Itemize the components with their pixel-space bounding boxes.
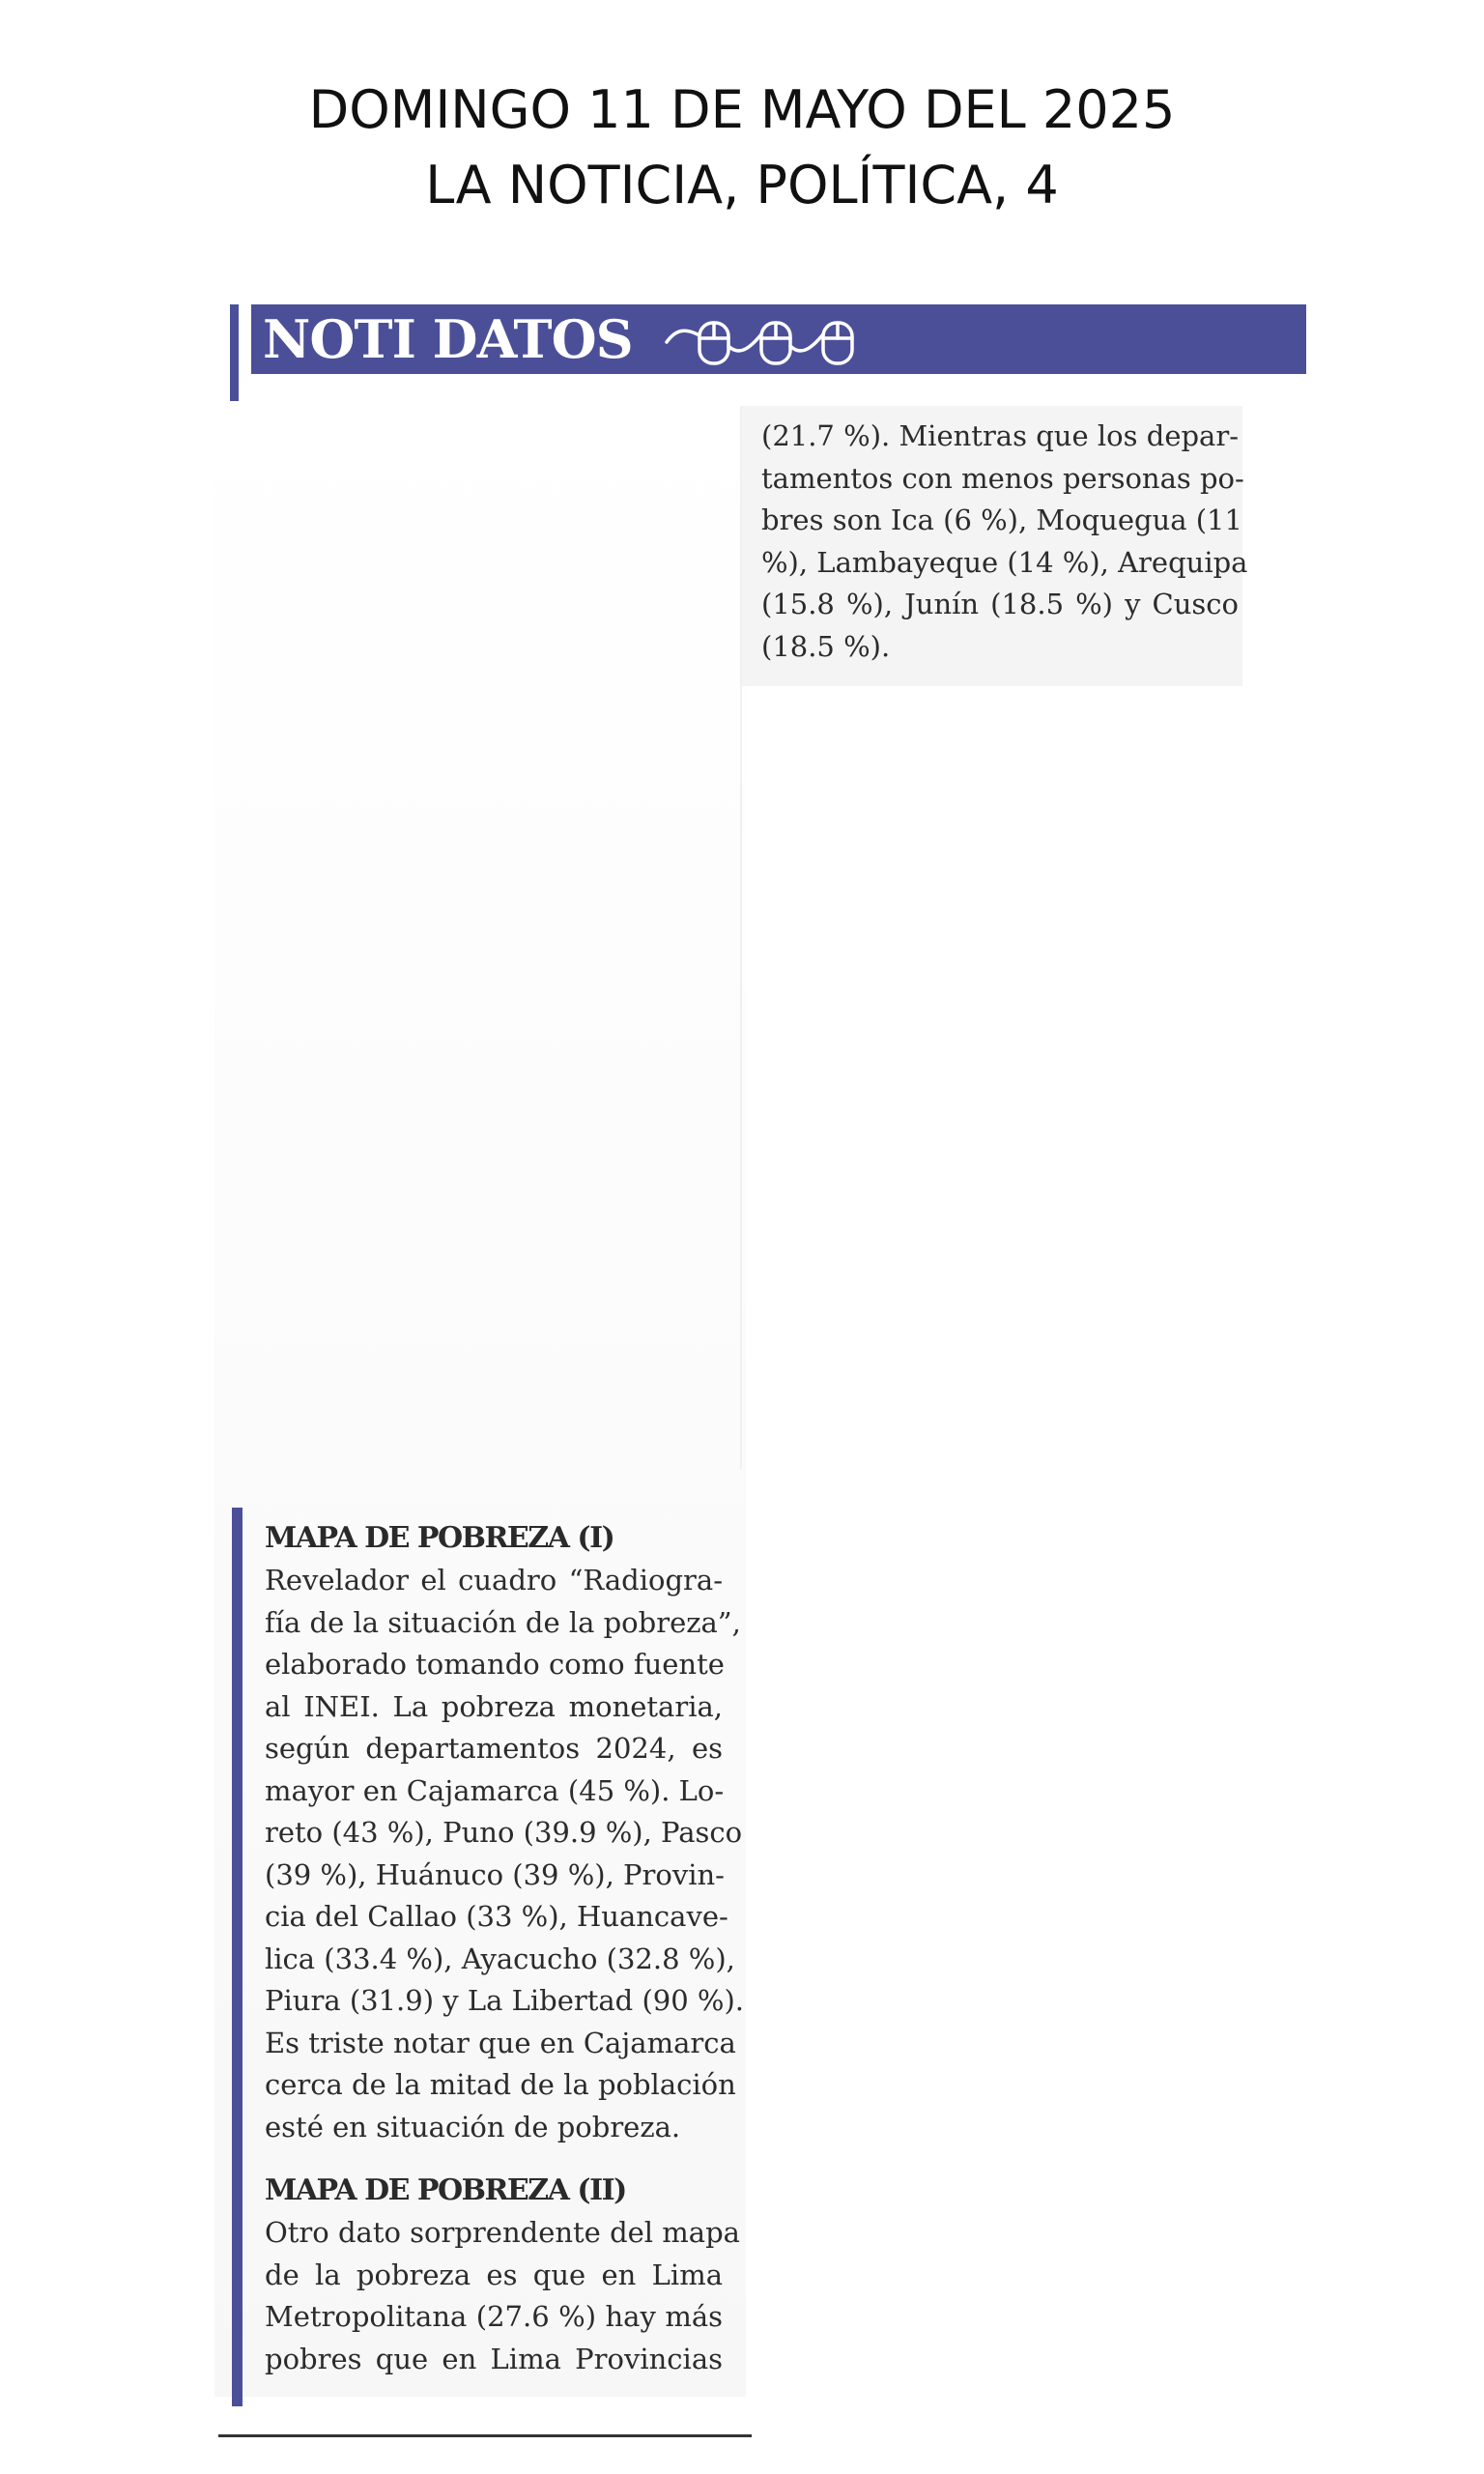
header-section: LA NOTICIA, POLÍTICA, 4 [425, 155, 1059, 216]
text-line: bres son Ica (6 %), Moquegua (11 [761, 503, 1242, 536]
text-line: (39 %), Huánuco (39 %), Provin- [265, 1857, 725, 1891]
text-line: al INEI. La pobreza monetaria, [265, 1689, 723, 1723]
bottom-rule [218, 2434, 752, 2437]
text-line: tamentos con menos personas po- [761, 461, 1244, 495]
header-date: DOMINGO 11 DE MAYO DEL 2025 [308, 79, 1176, 140]
text-line: %), Lambayeque (14 %), Arequipa [761, 545, 1248, 579]
text-line: mayor en Cajamarca (45 %). Lo- [265, 1773, 725, 1807]
text-line: Metropolitana (27.6 %) hay más [265, 2300, 723, 2333]
left-column-text [265, 1517, 744, 2380]
text-line: (15.8 %), Junín (18.5 %) y Cusco [761, 588, 1239, 620]
section-heading: MAPA DE POBREZA (II) [265, 2173, 626, 2207]
left-accent-bar [232, 1508, 243, 2406]
banner-title: NOTI DATOS [263, 308, 633, 370]
right-column-text [761, 416, 1248, 668]
column-divider [740, 406, 742, 1469]
text-line: Es triste notar que en Cajamarca [265, 2026, 736, 2059]
banner-left-rule [230, 304, 239, 401]
text-line: esté en situación de pobreza. [265, 2110, 681, 2143]
text-line: cerca de la mitad de la población [265, 2068, 736, 2101]
text-line: reto (43 %), Puno (39.9 %), Pasco [265, 1816, 743, 1849]
text-line: fía de la situación de la pobreza”, [265, 1605, 741, 1639]
text-line: lica (33.4 %), Ayacucho (32.8 %), [265, 1942, 735, 1975]
text-line: de la pobreza es que en Lima [265, 2258, 723, 2291]
text-line: (21.7 %). Mientras que los depar- [761, 419, 1239, 452]
text-line: según departamentos 2024, es [265, 1732, 723, 1765]
text-line: Piura (31.9) y La Libertad (90 %). [265, 1984, 744, 2017]
text-line: Revelador el cuadro “Radiogra- [265, 1564, 723, 1597]
text-line: elaborado tomando como fuente [265, 1648, 725, 1681]
text-line: (18.5 %). [761, 629, 891, 663]
paragraph-spacer [265, 2148, 723, 2170]
text-line: pobres que en Lima Provincias [265, 2342, 723, 2375]
text-line: Otro dato sorprendente del mapa [265, 2216, 740, 2249]
computer-mouse-icon [665, 307, 916, 371]
text-line: cia del Callao (33 %), Huancave- [265, 1900, 728, 1933]
section-heading: MAPA DE POBREZA (I) [265, 1521, 614, 1555]
